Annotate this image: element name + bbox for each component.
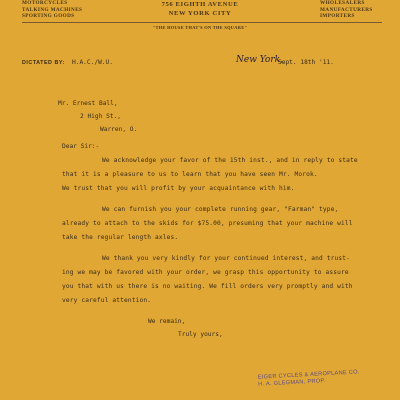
dictated-initials: H.A.C./W.U.: [72, 59, 113, 66]
letterhead-right: [320, 0, 373, 20]
date-city: New York,: [236, 55, 283, 65]
salutation: Dear Sir:-: [62, 143, 100, 150]
letterhead-left-line: SPORTING GOODS: [22, 13, 75, 20]
company-stamp: [258, 369, 361, 388]
letterhead-left-line: TALKING MACHINES: [22, 6, 83, 13]
letterhead-right-line: IMPORTERS: [320, 13, 355, 20]
letterhead-left-line: MOTORCYCLES: [22, 0, 68, 6]
recipient-city: Warren, O.: [100, 126, 138, 133]
paragraph-line: already to attach to the skids for $75.00, presuming that your machine will: [62, 220, 353, 227]
paragraph-line: you that with us there is no waiting. We fill orders very promptly and with: [62, 283, 353, 290]
paragraph-line: take the regular length axles.: [62, 234, 179, 241]
letterhead-address: 756 EIGHTH AVENUE: [161, 1, 239, 8]
paragraph-line: We can furnish you your complete running gear, "Farman" type,: [102, 206, 339, 213]
paragraph-line: We acknowledge your favor of the 15th inst., and in reply to state: [102, 157, 358, 164]
stamp-line: EIGER CYCLES & AEROPLANE CO.: [257, 369, 360, 381]
letterhead-rule: [22, 22, 382, 23]
recipient-street: 2 High St.,: [80, 113, 121, 120]
stamp-line: H. A. GLEGMAN, PROP.: [258, 378, 326, 388]
letterhead-right-line: WHOLESALERS: [320, 0, 365, 6]
paragraph-line: very careful attention.: [62, 297, 152, 304]
date-text: Sept. 18th '11.: [278, 59, 334, 66]
closing-remain: We remain,: [148, 318, 186, 325]
dictated-label: DICTATED BY:: [22, 60, 65, 66]
letterhead-right-line: MANUFACTURERS: [320, 6, 373, 13]
recipient-name: Mr. Ernest Ball,: [58, 100, 118, 107]
paragraph-line: We trust that you will profit by your acquaintance with him.: [62, 185, 295, 192]
letterhead-tagline: "THE HOUSE THAT'S ON THE SQUARE": [152, 25, 248, 30]
paragraph-line: We thank you very kindly for your continued interest, and trust-: [102, 255, 351, 262]
paragraph-line: that it is a pleasure to us to learn that you have seen Mr. Morok.: [62, 171, 318, 178]
paragraph-line: ing we may be favored with your order, we grasp this opportunity to assure: [62, 269, 349, 276]
closing-yours: Truly yours,: [178, 331, 223, 338]
letterhead-city: NEW YORK CITY: [168, 10, 232, 17]
